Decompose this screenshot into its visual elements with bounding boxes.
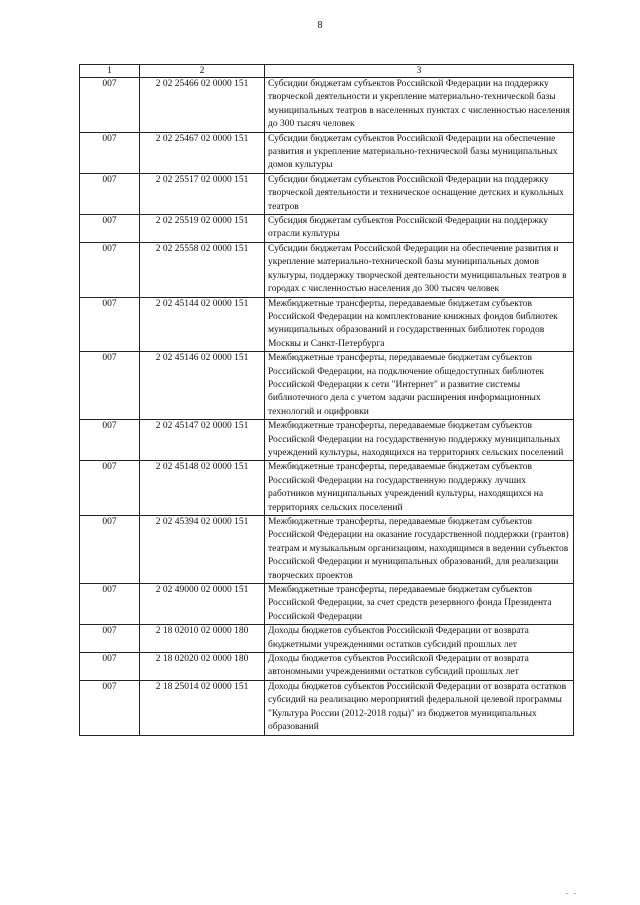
budget-classification-code: 2 02 45144 02 0000 151	[140, 297, 265, 352]
admin-code: 007	[80, 625, 140, 653]
budget-classification-code: 2 02 45148 02 0000 151	[140, 461, 265, 516]
admin-code: 007	[80, 584, 140, 625]
admin-code: 007	[80, 132, 140, 173]
admin-code: 007	[80, 653, 140, 681]
budget-classification-code: 2 18 02010 02 0000 180	[140, 625, 265, 653]
budget-classification-code: 2 02 45147 02 0000 151	[140, 420, 265, 461]
table-row	[80, 78, 574, 133]
table-header-row	[80, 65, 574, 78]
admin-code: 007	[80, 516, 140, 584]
revenue-description: Субсидии бюджетам субъектов Российской Федерации на поддержку творческой деятельности и техническое оснащение детских и кукольных театров	[265, 173, 574, 214]
budget-classification-code: 2 02 25558 02 0000 151	[140, 242, 265, 297]
revenue-description: Межбюджетные трансферты, передаваемые бюджетам субъектов Российской Федерации на государственную поддержку лучших работников муниципальных учреждений культуры, находящихся на территориях сельских поселений	[265, 461, 574, 516]
footer-marks: . .	[566, 887, 578, 896]
admin-code: 007	[80, 461, 140, 516]
table-row	[80, 215, 574, 243]
budget-classification-code: 2 02 49000 02 0000 151	[140, 584, 265, 625]
admin-code: 007	[80, 680, 140, 735]
budget-revenue-table	[79, 64, 574, 736]
revenue-description: Субсидии бюджетам субъектов Российской Федерации на поддержку творческой деятельности и укрепление материально-технической базы муниципальных театров в населенных пунктах с численностью населения до 300 тысяч человек	[265, 78, 574, 133]
admin-code: 007	[80, 420, 140, 461]
table-row	[80, 653, 574, 681]
admin-code: 007	[80, 215, 140, 243]
header-col-3: 3	[265, 65, 574, 78]
table-row	[80, 680, 574, 735]
admin-code: 007	[80, 297, 140, 352]
budget-classification-code: 2 02 45146 02 0000 151	[140, 352, 265, 420]
table-row	[80, 242, 574, 297]
table-row	[80, 461, 574, 516]
table-row	[80, 352, 574, 420]
table-row	[80, 132, 574, 173]
budget-classification-code: 2 02 25466 02 0000 151	[140, 78, 265, 133]
revenue-description: Межбюджетные трансферты, передаваемые бюджетам субъектов Российской Федерации на оказание государственной поддержки (грантов) театрам и музыкальным организациям, находящимся в ведении субъектов Российской Федерации и муниципальных образований, для реализации творческих проектов	[265, 516, 574, 584]
revenue-description: Межбюджетные трансферты, передаваемые бюджетам субъектов Российской Федерации на государственную поддержку муниципальных учреждений культуры, находящихся на территориях сельских поселений	[265, 420, 574, 461]
budget-classification-code: 2 02 25467 02 0000 151	[140, 132, 265, 173]
header-col-2: 2	[140, 65, 265, 78]
table-row	[80, 516, 574, 584]
admin-code: 007	[80, 173, 140, 214]
revenue-description: Доходы бюджетов субъектов Российской Федерации от возврата остатков субсидий на реализацию мероприятий федеральной целевой программы "Культура России (2012-2018 годы)" из бюджетов муниципальных образований	[265, 680, 574, 735]
table-row	[80, 297, 574, 352]
page-number: 8	[317, 20, 323, 31]
admin-code: 007	[80, 352, 140, 420]
revenue-description: Субсидии бюджетам субъектов Российской Федерации на обеспечение развития и укрепление материально-технической базы муниципальных домов культуры	[265, 132, 574, 173]
table-row	[80, 173, 574, 214]
revenue-description: Межбюджетные трансферты, передаваемые бюджетам субъектов Российской Федерации, за счет средств резервного фонда Президента Российской Федерации	[265, 584, 574, 625]
revenue-description: Доходы бюджетов субъектов Российской Федерации от возврата автономными учреждениями остатков субсидий прошлых лет	[265, 653, 574, 681]
table-row	[80, 584, 574, 625]
admin-code: 007	[80, 242, 140, 297]
revenue-description: Субсидии бюджетам Российской Федерации на обеспечение развития и укрепление материально-технической базы муниципальных домов культуры, поддержку творческой деятельности муниципальных театров в городах с численностью населения до 300 тысяч человек	[265, 242, 574, 297]
revenue-description: Межбюджетные трансферты, передаваемые бюджетам субъектов Российской Федерации, на подключение общедоступных библиотек Российской Федерации к сети "Интернет" и развитие системы библиотечного дела с учетом задачи расширения информационных технологий и оцифровки	[265, 352, 574, 420]
table-row	[80, 420, 574, 461]
revenue-description: Субсидия бюджетам субъектов Российской Федерации на поддержку отрасли культуры	[265, 215, 574, 243]
revenue-description: Межбюджетные трансферты, передаваемые бюджетам субъектов Российской Федерации на комплектование книжных фондов библиотек муниципальных образований и государственных библиотек городов Москвы и Санкт-Петербурга	[265, 297, 574, 352]
revenue-description: Доходы бюджетов субъектов Российской Федерации от возврата бюджетными учреждениями остатков субсидий прошлых лет	[265, 625, 574, 653]
budget-classification-code: 2 02 45394 02 0000 151	[140, 516, 265, 584]
admin-code: 007	[80, 78, 140, 133]
table-row	[80, 625, 574, 653]
header-col-1: 1	[80, 65, 140, 78]
budget-classification-code: 2 18 25014 02 0000 151	[140, 680, 265, 735]
budget-classification-code: 2 18 02020 02 0000 180	[140, 653, 265, 681]
budget-classification-code: 2 02 25517 02 0000 151	[140, 173, 265, 214]
budget-classification-code: 2 02 25519 02 0000 151	[140, 215, 265, 243]
